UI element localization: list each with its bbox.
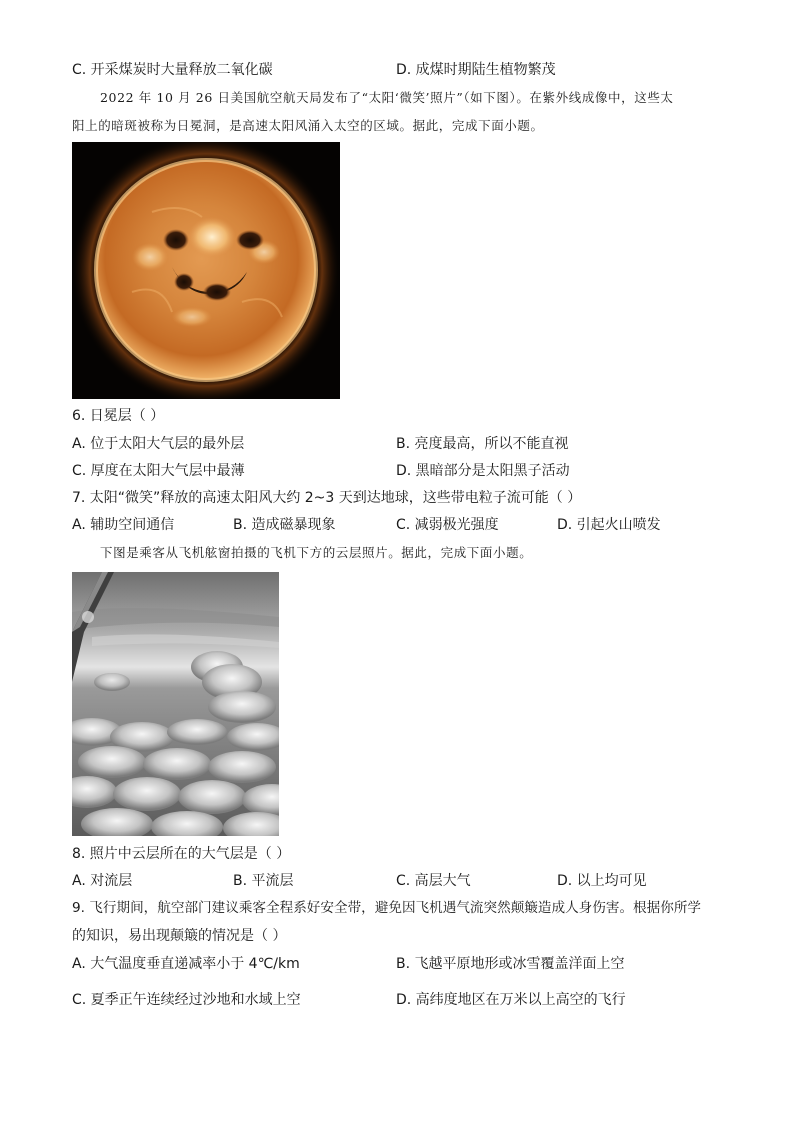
sun-smile-photo	[72, 142, 340, 399]
q8-option-d: D. 以上均可见	[557, 873, 647, 889]
cloud-layer-photo	[72, 572, 279, 836]
q7-option-a: A. 辅助空间通信	[72, 517, 175, 533]
q7-stem: 7. 太阳“微笑”释放的高速太阳风大约 2~3 天到达地球，这些带电粒子流可能（ ）	[72, 490, 582, 506]
q5-option-d: D. 成煤时期陆生植物繁茂	[396, 62, 556, 78]
q9-option-b: B. 飞越平原地形或冰雪覆盖洋面上空	[396, 956, 625, 972]
cloud-image-drawing	[72, 572, 279, 836]
q8-option-c: C. 高层大气	[396, 873, 471, 889]
intro-paragraph-1-line-1: 2022 年 10 月 26 日美国航空航天局发布了“太阳‘微笑’照片”（如下图）。在紫外线成像中，这些太	[100, 90, 674, 105]
q5-option-c: C. 开采煤炭时大量释放二氧化碳	[72, 62, 273, 78]
sun-image-drawing	[72, 142, 340, 399]
intro-paragraph-2: 下图是乘客从飞机舷窗拍摄的飞机下方的云层照片。据此，完成下面小题。	[100, 545, 533, 560]
q8-option-a: A. 对流层	[72, 873, 133, 889]
q9-option-a: A. 大气温度垂直递减率小于 4℃/km	[72, 956, 300, 972]
q6-option-d: D. 黑暗部分是太阳黑子活动	[396, 463, 570, 479]
intro-paragraph-1-line-2: 阳上的暗斑被称为日冕洞，是高速太阳风涌入太空的区域。据此，完成下面小题。	[72, 118, 544, 133]
q7-option-d: D. 引起火山喷发	[557, 517, 661, 533]
q9-stem-line-2: 的知识，易出现颠簸的情况是（ ）	[72, 928, 287, 944]
q6-option-b: B. 亮度最高，所以不能直视	[396, 436, 569, 452]
q6-option-c: C. 厚度在太阳大气层中最薄	[72, 463, 245, 479]
q6-stem: 6. 日冕层（ ）	[72, 408, 165, 424]
q8-stem: 8. 照片中云层所在的大气层是（ ）	[72, 846, 291, 862]
q9-option-c: C. 夏季正午连续经过沙地和水域上空	[72, 992, 301, 1008]
q7-option-c: C. 减弱极光强度	[396, 517, 499, 533]
q7-option-b: B. 造成磁暴现象	[233, 517, 336, 533]
q9-option-d: D. 高纬度地区在万米以上高空的飞行	[396, 992, 626, 1008]
q6-option-a: A. 位于太阳大气层的最外层	[72, 436, 245, 452]
q8-option-b: B. 平流层	[233, 873, 294, 889]
q9-stem-line-1: 9. 飞行期间，航空部门建议乘客全程系好安全带，避免因飞机遇气流突然颠簸造成人身伤害。根据你所学	[72, 900, 702, 916]
